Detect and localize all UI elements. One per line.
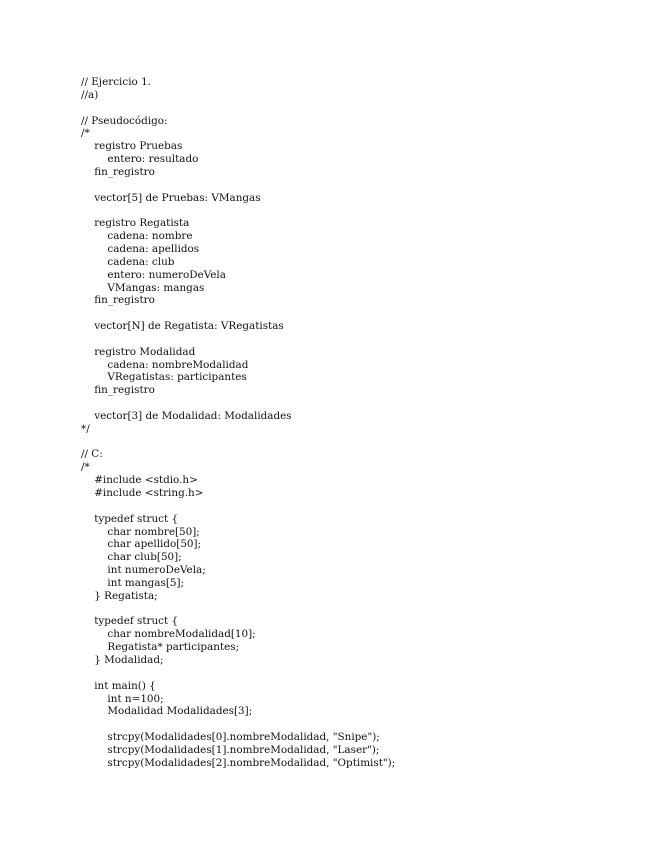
code-line <box>81 500 395 513</box>
code-line: cadena: apellidos <box>81 242 200 255</box>
code-line: #include <stdio.h> <box>81 474 198 487</box>
code-line: strcpy(Modalidades[0].nombreModalidad, "Snipe"); <box>81 731 380 744</box>
code-line: char apellido[50]; <box>81 538 202 551</box>
code-line: vector[N] de Regatista: VRegatistas <box>81 320 284 333</box>
code-line: entero: numeroDeVela <box>81 268 226 281</box>
code-line: int n=100; <box>81 692 164 705</box>
code-line: cadena: nombre <box>81 230 193 243</box>
code-line: Modalidad Modalidades[3]; <box>81 705 253 718</box>
code-line: int numeroDeVela; <box>81 564 206 577</box>
code-line: char club[50]; <box>81 551 182 564</box>
code-line <box>81 204 395 217</box>
code-line: entero: resultado <box>81 153 199 166</box>
code-listing <box>81 76 395 770</box>
code-line <box>81 718 395 731</box>
code-line: fin_registro <box>81 294 155 307</box>
code-line: */ <box>81 422 90 435</box>
code-line: vector[5] de Pruebas: VMangas <box>81 191 261 204</box>
code-line <box>81 436 395 449</box>
code-line: int mangas[5]; <box>81 576 185 589</box>
code-line: strcpy(Modalidades[2].nombreModalidad, "Optimist"); <box>81 756 396 769</box>
code-line <box>81 667 395 680</box>
code-line: vector[3] de Modalidad: Modalidades <box>81 409 292 422</box>
code-line: registro Pruebas <box>81 140 183 153</box>
code-line: Regatista* participantes; <box>81 641 240 654</box>
code-line: // Pseudocódigo: <box>81 114 168 127</box>
code-line: #include <string.h> <box>81 487 204 499</box>
code-line: registro Regatista <box>81 217 190 230</box>
code-line <box>81 397 395 410</box>
code-line: //a) <box>81 88 99 101</box>
code-line: strcpy(Modalidades[1].nombreModalidad, "Laser"); <box>81 743 380 756</box>
code-line: } Regatista; <box>81 589 158 602</box>
code-line: typedef struct { <box>81 512 179 525</box>
code-line: char nombreModalidad[10]; <box>81 628 256 641</box>
code-line: } Modalidad; <box>81 653 164 666</box>
code-line: fin_registro <box>81 384 155 397</box>
code-line: cadena: club <box>81 255 175 268</box>
code-line <box>81 102 395 115</box>
code-line: fin_registro <box>81 165 155 178</box>
code-line: registro Modalidad <box>81 345 196 358</box>
code-line: char nombre[50]; <box>81 525 200 538</box>
code-line: VRegatistas: participantes <box>81 371 247 384</box>
code-line: cadena: nombreModalidad <box>81 358 249 371</box>
code-line: /* <box>81 127 90 140</box>
code-line: int main() { <box>81 679 156 692</box>
code-line <box>81 333 395 346</box>
code-line: // C: <box>81 448 103 461</box>
code-line: // Ejercicio 1. <box>81 76 151 88</box>
code-line: typedef struct { <box>81 615 179 628</box>
code-line: /* <box>81 461 90 474</box>
code-line <box>81 603 395 616</box>
code-line <box>81 179 395 192</box>
code-line: VMangas: mangas <box>81 281 205 294</box>
code-line <box>81 307 395 320</box>
